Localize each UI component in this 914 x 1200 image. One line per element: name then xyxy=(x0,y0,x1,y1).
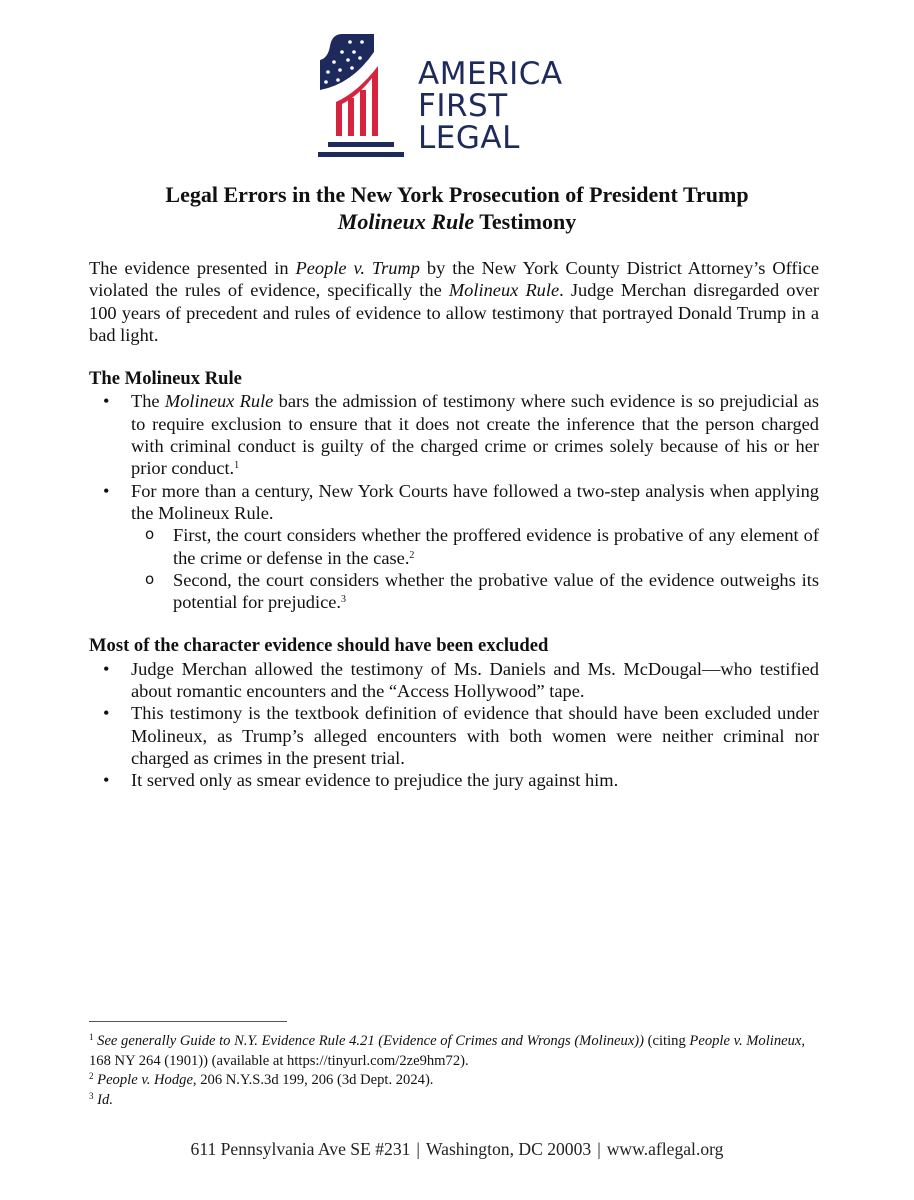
footnote-ref[interactable]: 3 xyxy=(341,594,347,606)
footnote-3 xyxy=(89,1091,819,1111)
footnote-2 xyxy=(89,1071,819,1091)
list-item: • This testimony is the textbook definition of evidence that should have been excluded under Molineux, as Trump’s alleged encounters with both women were neither criminal nor charged as crimes in the present trial. xyxy=(89,702,819,769)
footer-separator: | xyxy=(597,1139,601,1159)
sub-bullet-text: First, the court considers whether the proffered evidence is probative of any element of the crime or defense in the case. xyxy=(173,525,819,568)
intro-text-3: . Judge Merchan disregarded over 100 years of precedent and rules of evidence to allow testimony that portrayed Donald Trump in a bad light. xyxy=(89,280,819,345)
footer-website-link[interactable]: www.aflegal.org xyxy=(606,1139,724,1159)
footnote-italic: Id. xyxy=(97,1091,113,1108)
footer-separator: | xyxy=(416,1139,420,1159)
bullet-italic: Molineux Rule xyxy=(164,391,274,412)
logo-wordmark xyxy=(418,58,563,154)
sub-bullet-text: Second, the court considers whether the probative value of the evidence outweighs its potential for prejudice. xyxy=(173,569,819,613)
bullet-text: bars the admission of testimony where such evidence is so prejudicial as to require exclusion to ensure that it does not create the inference that the person charged with criminal conduct is guilty of the charged crime or crimes solely because of his or her prior conduct. xyxy=(131,391,819,479)
sub-list-item xyxy=(131,524,819,569)
footnote-text: (citing xyxy=(644,1033,690,1049)
logo-line-america: AMERICA xyxy=(418,56,563,92)
title-line-1: Legal Errors in the New York Prosecution of President Trump xyxy=(165,182,749,207)
footnote-text: , 206 N.Y.S.3d 199, 206 (3d Dept. 2024). xyxy=(192,1072,434,1088)
sub-list-item xyxy=(131,569,819,614)
page-footer xyxy=(0,1139,914,1160)
list-item: • It served only as smear evidence to prejudice the jury against him. xyxy=(89,769,819,791)
footnote-text: , 168 NY 264 (1901)) (available at https://tinyurl.com/2ze9hm72). xyxy=(89,1033,806,1069)
list-item: • Judge Merchan allowed the testimony of Ms. Daniels and Ms. McDougal—who testified about romantic encounters and the “Access Hollywood” tape. xyxy=(89,658,819,703)
footnote-divider xyxy=(89,1021,287,1022)
logo-line-first: FIRST xyxy=(418,88,508,124)
document-title xyxy=(60,181,854,235)
document-body xyxy=(89,257,819,792)
logo-line-legal: LEGAL xyxy=(418,120,520,156)
list-item xyxy=(89,390,819,479)
footnote-number: 2 xyxy=(89,1071,94,1081)
section-heading-character-evidence: Most of the character evidence should have been excluded xyxy=(89,635,549,657)
molineux-rule-list xyxy=(89,390,819,613)
character-evidence-list xyxy=(89,658,819,792)
footnote-italic: People v. Hodge xyxy=(97,1072,193,1088)
intro-rule-name: Molineux Rule xyxy=(448,280,560,301)
section-heading-molineux-rule: The Molineux Rule xyxy=(89,368,242,390)
footnote-ref[interactable]: 1 xyxy=(234,460,240,472)
footnote-1 xyxy=(89,1032,819,1071)
title-rest: Testimony xyxy=(474,209,577,234)
footer-city: Washington, DC 20003 xyxy=(425,1139,592,1159)
title-line-2 xyxy=(60,208,854,235)
footer-address: 611 Pennsylvania Ave SE #231 xyxy=(190,1139,411,1159)
footnotes xyxy=(89,1032,819,1110)
title-italic: Molineux Rule xyxy=(337,209,475,234)
bullet-text: For more than a century, New York Courts have followed a two-step analysis when applying the Molineux Rule. xyxy=(131,480,819,523)
intro-paragraph xyxy=(89,257,819,346)
intro-text-1: The evidence presented in xyxy=(89,258,296,278)
intro-case-name: People v. Trump xyxy=(295,258,420,278)
footnote-number: 3 xyxy=(89,1090,94,1101)
flag-pillar-icon xyxy=(312,32,412,160)
footnote-number: 1 xyxy=(89,1032,94,1042)
bullet-text: The xyxy=(131,391,165,412)
two-step-analysis-list xyxy=(131,524,819,613)
america-first-legal-logo xyxy=(312,32,602,160)
intro-text-2: by the New York County District Attorney’s Office violated the rules of evidence, specifically the xyxy=(89,258,819,301)
list-item xyxy=(89,480,819,614)
footnote-italic: See generally Guide to N.Y. Evidence Rule 4.21 (Evidence of Crimes and Wrongs (Molineux)) xyxy=(97,1033,645,1049)
footnote-italic: People v. Molineux xyxy=(689,1033,802,1049)
footnote-ref[interactable]: 2 xyxy=(409,549,415,561)
